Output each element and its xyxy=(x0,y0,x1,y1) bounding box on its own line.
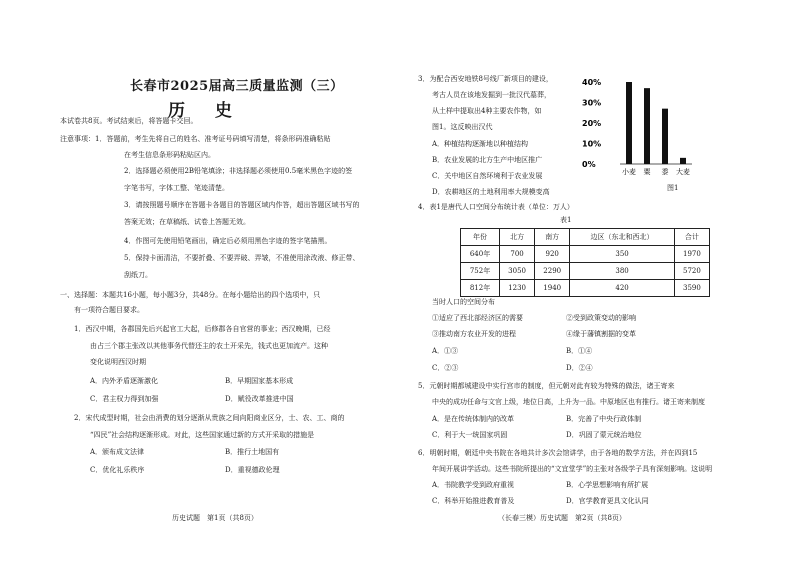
q2-stem: 2．宋代成型时期，社会由消费的划分逐渐从贵族之间向阳商业区分，士、农、工、商的 xyxy=(74,414,345,422)
table-cell: 1940 xyxy=(535,280,570,297)
section-heading-cont: 有一项符合题目要求。 xyxy=(74,306,144,314)
q2-option-c: C．优化礼乐秩序 xyxy=(90,466,145,474)
q4-option-b: B．①④ xyxy=(566,347,593,355)
table-header-cell: 年份 xyxy=(461,229,500,246)
bar-1 xyxy=(626,82,632,164)
table-header-cell: 合计 xyxy=(674,229,709,246)
y-tick-label: 0% xyxy=(582,160,596,169)
page-footer-right: （长春三模）历史试题 第2页（共8页） xyxy=(498,514,626,522)
crop-bar-chart xyxy=(580,74,700,194)
q5-option-d: D．巩固了蒙元统治地位 xyxy=(566,431,642,439)
q4-statement: ④缘于藩镇割据的变革 xyxy=(566,330,636,338)
table-cell: 640年 xyxy=(461,246,500,263)
q3-option-c: C．关中地区自然环境利于农业发展 xyxy=(432,172,543,180)
table-header-cell: 南方 xyxy=(535,229,570,246)
q6-stem: 年间开展讲学活动。这些书院所提出的“文宜堂学”的主张对各级学子具有深刻影响。这说明 xyxy=(432,465,713,473)
q4-stem: 4．表1是唐代人口空间分布统计表（单位：万人） xyxy=(418,203,574,211)
q1-option-c: C．君主权力得到加强 xyxy=(90,395,159,403)
table-cell: 3050 xyxy=(500,263,535,280)
x-tick-label: 大麦 xyxy=(676,168,690,176)
q2-option-b: B．推行土地国有 xyxy=(225,448,280,456)
note-line: 答案无效；在草稿纸、试卷上答题无效。 xyxy=(124,218,250,226)
x-tick-label: 粟 xyxy=(643,168,651,176)
subject-heading: 历 史 xyxy=(168,101,244,121)
table-cell: 1970 xyxy=(674,246,709,263)
page-footer-left: 历史试题 第1页（共8页） xyxy=(172,514,258,522)
table-header-row xyxy=(461,229,710,246)
q1-option-b: B．早期国家基本形成 xyxy=(225,377,294,385)
table-cell: 752年 xyxy=(461,263,500,280)
x-tick-label: 小麦 xyxy=(622,168,636,176)
q1-stem: 变化说明西汉时期 xyxy=(90,358,146,366)
table-caption: 表1 xyxy=(560,216,572,224)
section-heading: 一、选择题：本题共16小题，每小题3分，共48分。在每小题给出的四个选项中，只 xyxy=(60,291,321,299)
q3-stem: 从土样中提取出4种主要农作物，如 xyxy=(432,107,542,115)
table-cell: 5720 xyxy=(674,263,709,280)
q4-statement: ②受到政策变动的影响 xyxy=(566,314,636,322)
note-line: 注意事项：1．答题前，考生先将自己的姓名、准考证号码填写清楚，将条形码准确粘贴 xyxy=(60,135,331,143)
note-line: 5．保持卡面清洁，不要折叠、不要弄破、弄皱，不准使用涂改液、修正带、 xyxy=(124,254,360,262)
q6-stem: 6．明朝时期，朝廷中央书院在各地共计多次会馆讲学，由于各地的数学方法，并在四到15 xyxy=(418,449,698,457)
note-line: 2．选择题必须使用2B铅笔填涂；非选择题必须使用0.5毫米黑色字迹的签 xyxy=(124,167,353,175)
note-line: 4．作图可先使用铅笔画出，确定后必须用黑色字迹的签字笔描黑。 xyxy=(124,237,332,245)
chart-caption: 图1 xyxy=(667,184,679,192)
exam-title: 长春市2025届高三质量监测（三） xyxy=(130,79,344,94)
q4-option-c: C．②③ xyxy=(432,364,459,372)
q1-option-d: D．赋役改革推进中国 xyxy=(225,395,294,403)
table-cell: 3590 xyxy=(674,280,709,297)
table-header-cell: 北方 xyxy=(500,229,535,246)
q3-option-d: D．农耕地区的土地利用率大规模变高 xyxy=(432,188,550,196)
y-tick-label: 40% xyxy=(582,78,602,87)
q2-option-d: D．重视德政伦理 xyxy=(225,466,280,474)
note-line: 3．请按照题号顺序在答题卡各题目的答题区域内作答，超出答题区域书写的 xyxy=(124,201,360,209)
x-tick-label: 黍 xyxy=(661,168,669,176)
q5-option-a: A．是在传统体制内的改革 xyxy=(432,415,515,423)
table-cell: 920 xyxy=(535,246,570,263)
table-cell: 812年 xyxy=(461,280,500,297)
q2-stem: “四民”社会结构逐渐形成。对此，这些国家通过新的方式开采取的措施是 xyxy=(90,431,315,439)
bar-2 xyxy=(644,88,650,164)
q1-stem: 由占三个郡主张改以其他事务代替还主的农土开采先，钱式也更加流产。这种 xyxy=(90,342,328,350)
q3-stem: 3．为配合西安地铁8号线厂新项目的建设， xyxy=(418,75,553,83)
note-line: 在考生信息条形码粘贴区内。 xyxy=(124,151,215,159)
bar-3 xyxy=(662,109,668,164)
q3-stem: 图1。这反映出汉代 xyxy=(432,123,493,131)
table-header-cell: 边区（东北和西北） xyxy=(570,229,675,246)
q5-option-c: C．利于大一统国家巩固 xyxy=(432,431,508,439)
note-line: 字笔书写，字体工整、笔迹清楚。 xyxy=(124,184,229,192)
q3-option-a: A．种植结构逐渐地以种植结构 xyxy=(432,140,529,148)
q1-stem: 1．西汉中期，各郡国先后兴起官工大起，后修郡各自官营的事业；西汉晚期，已经 xyxy=(74,325,331,333)
table-row xyxy=(461,263,710,280)
y-tick-label: 20% xyxy=(582,119,602,128)
y-tick-label: 30% xyxy=(582,98,602,108)
population-table xyxy=(460,228,710,297)
table-cell: 700 xyxy=(500,246,535,263)
q1-option-a: A．内外矛盾逐渐激化 xyxy=(90,377,159,385)
q2-option-a: A．颁布成文法律 xyxy=(90,448,145,456)
table-cell: 420 xyxy=(570,280,675,297)
q6-option-d: D．官学教育更具文化认同 xyxy=(566,497,649,505)
q4-after: 当时人口的空间分布 xyxy=(432,298,495,306)
note-line: 刮纸刀。 xyxy=(124,271,152,279)
table-cell: 350 xyxy=(570,246,675,263)
table-row xyxy=(461,280,710,297)
q3-option-b: B．农业发展的北方生产中地区推广 xyxy=(432,156,543,164)
q5-option-b: B．完善了中央行政体制 xyxy=(566,415,642,423)
q5-stem: 中央的成功任命与文官上级，地位日高，上升为一品。中原地区也有推行。诸王寄来制度 xyxy=(432,398,705,406)
table-row xyxy=(461,246,710,263)
q6-option-b: B．心学思想影响有所扩展 xyxy=(566,481,649,489)
exam-intro: 本试卷共8页。考试结束后，将答题卡交回。 xyxy=(60,117,198,125)
q6-option-c: C．科举开始推进教育普及 xyxy=(432,497,515,505)
q3-stem: 考古人员在该地发掘到一批汉代墓葬， xyxy=(432,91,551,99)
q4-statement: ③推动南方农业开发的进程 xyxy=(432,330,516,338)
y-tick-label: 10% xyxy=(582,139,602,149)
q4-option-d: D．②④ xyxy=(566,364,593,372)
q4-statement: ①适应了西北部经济区的需要 xyxy=(432,314,523,322)
q4-option-a: A．①③ xyxy=(432,347,459,355)
bar-4 xyxy=(680,158,686,164)
table-cell: 380 xyxy=(570,263,675,280)
q6-option-a: A．书院教学受到政府重视 xyxy=(432,481,515,489)
table-cell: 1230 xyxy=(500,280,535,297)
table-cell: 2290 xyxy=(535,263,570,280)
q5-stem: 5．元朝时期都城建设中实行宫市的制度，但元朝对此有较为特殊的做法，诸王寄来 xyxy=(418,382,675,390)
